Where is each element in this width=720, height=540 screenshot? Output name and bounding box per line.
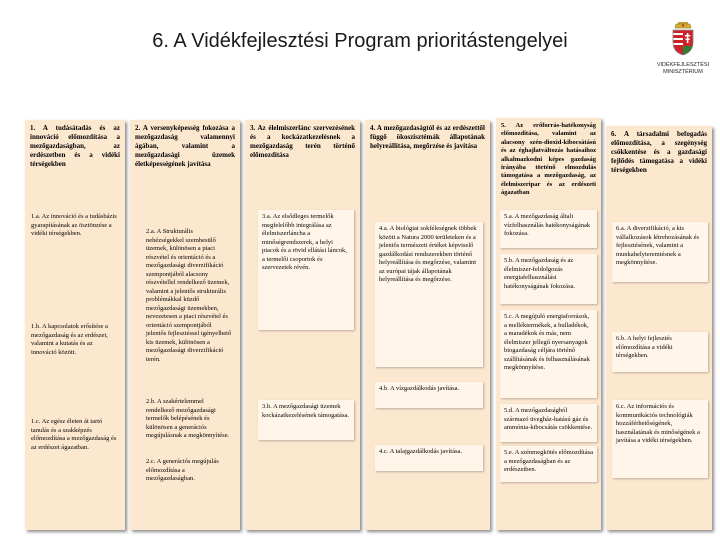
priority-4-header: 4. A mezőgazdaságtól és az erdészettől függő ökoszisztémák állapotának helyreállítása, megőrzése és javítása [370,124,485,150]
priority-2-header: 2. A versenyképesség fokozása a mezőgazdaság valamennyi ágában, valamint a mezőgazdasági üzemek életképességének javítása [135,124,235,168]
priority-5c: 5.c. A megújuló energiaforrások, a melléktermékek, a hulladékok, a maradékok és más, nem élelmiszer jellegű nyersanyagok biogazdaság céljára történő szállításának és felhasználásának megkönnyítése. [500,310,597,398]
priority-4c: 4.c. A talajgazdálkodás javítása. [375,445,483,471]
priority-3-header: 3. Az élelmiszerlánc szervezésének és a kockázatkezelésnek a mezőgazdaság terén történő előmozdítása [250,124,355,159]
ministry-name-line2: MINISZTÉRIUM [663,69,703,75]
priority-4a: 4.a. A biológiai sokféleségnek többek között a Natura 2000 területeken és a jelentős természeti értéket képviselő gazdálkodási rendszerekben történő helyreállítása és megőrzése, valamint az európai tájak állapotának helyreállítása és megőrzése. [375,222,483,367]
priority-2a: 2.a. A Strukturális nehézségekkel szembesülő üzemek, különösen a piaci részvétel és orientáció és a mezőgazdasági diverzifikáció szempontjából alacsony részvétellel rendelkező üzemek, valamint a jelentős strukturális problémákkal küzdő mezőgazdasági üzemekben, nevezetesen a piaci részvétel és orientáció szempontjából jelentős fejlesztéssel igényelhető kis üzemek, különösen a mezőgazdasági diverzifikáció terén. [146,228,232,363]
priority-5a: 5.a. A mezőgazdaság általi vízfelhasználás hatékonyságának fokozása. [500,210,597,248]
slide-title: 6. A Vidékfejlesztési Program prioritástengelyei [152,30,568,52]
coat-of-arms-icon [670,22,696,56]
priority-6c: 6.c. Az információs és kommunikációs technológiák hozzáférhetőségének, használatának és minőségének a javítása a vidéki térségekben. [612,400,708,478]
ministry-logo [648,22,718,82]
priority-5-header: 5. Az erőforrás-hatékonyság előmozdítása, valamint az alacsony szén-dioxid-kibocsátású és az éghajlatváltozás hatásaihoz alkalmazkodni képes gazdaság irányába történő elmozdulás támogatása a mezőgazdaság, az élelmiszeripar és az erdészeti ágazatban [501,122,596,197]
priority-3b: 3.b. A mezőgazdasági üzemek kockázatkezelésének támogatása. [258,400,354,440]
priority-4b: 4.b. A vízgazdálkodás javítása. [375,382,483,408]
priority-5d: 5.d. A mezőgazdaságból származó üvegház-hatású gáz és ammónia-kibocsátás csökkentése. [500,404,597,442]
priority-6b: 6.b. A helyi fejlesztés előmozdítása a vidéki térségekben. [612,332,708,372]
priority-5e: 5.e. A szénmegkötés előmozdítása a mezőgazdaságban és az erdészetben. [500,446,597,482]
priority-1b: 1.b. A kapcsolatok erősítése a mezőgazdaság és az erdészet, valamint a kutatás és az innováció között. [31,323,108,356]
ministry-name [648,62,718,76]
priority-1-header: 1. A tudásátadás és az innováció előmozdítása a mezőgazdaságban, az erdészetben és a vidéki térségekben [30,124,120,168]
priority-6a: 6.a. A diverzifikáció, a kis vállalkozások létrehozásának és fejlesztésének, valamint a munkahelyteremtésnek a megkönnyítése. [612,222,708,282]
ministry-name-line1: VIDÉKFEJLESZTÉSI [656,62,710,68]
priority-6-header: 6. A társadalmi befogadás előmozdítása, a szegénység csökkentése és a gazdasági fejlődés támogatása a vidéki térségekben [611,130,707,174]
priority-1a: 1.a. Az innováció és a tudásbázis gyarapításának az ösztönzése a vidéki térségekben. [31,213,117,237]
priority-1c: 1.c. Az egész életen át tartó tanulás és a szakképzés előmozdítása a mezőgazdaság és az erdészet ágazatban. [31,418,117,451]
priority-5b: 5.b. A mezőgazdaság és az élelmiszer-feldolgozás energiafelhasználási hatékonyságának fokozása. [500,254,597,304]
priority-2c: 2.c. A generációs megújulás előmozdítása a mezőgazdaságban. [146,458,219,482]
priority-3a: 3.a. Az elsődleges termelők megfelelőbb integrálása az élelmiszerláncba a minőségrendszerek, a helyi piacok és a rövid ellátási láncok, a termelői csoportok és szervezetek révén. [258,210,354,330]
priority-2b: 2.b. A szakértelemmel rendelkező mezőgazdasági termelők belépésének és különösen a generációs megújulásnak a megkönnyítése. [146,398,230,439]
